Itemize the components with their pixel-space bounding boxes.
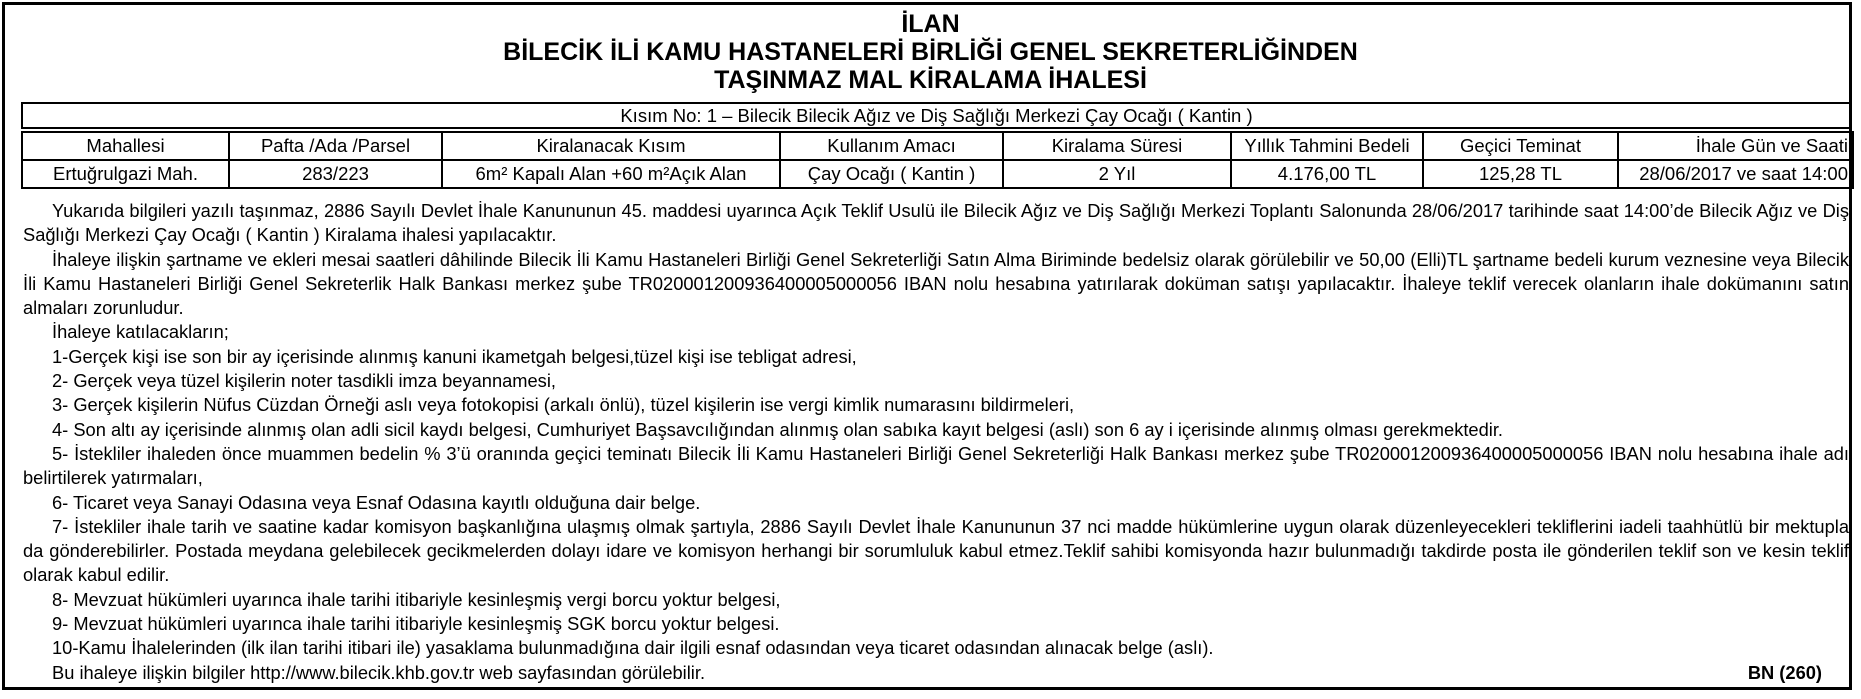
- website-line: [23, 661, 1849, 685]
- website-text: Bu ihaleye ilişkin bilgiler http://www.bilecik.khb.gov.tr web sayfasından görülebilir.: [52, 661, 706, 683]
- tender-title: TAŞINMAZ MAL KİRALAMA İHALESİ: [714, 66, 1147, 94]
- table-cell: 125,28 TL: [1423, 160, 1618, 188]
- tender-table: [21, 131, 1854, 189]
- paragraph: Yukarıda bilgileri yazılı taşınmaz, 2886 Sayılı Devlet İhale Kanununun 45. maddesi uyarınca Açık Teklif Usulü ile Bilecik Ağız ve Diş Sağlığı Merkezi Toplantı Salonunda 28/06/2017 tarihinde saat 14:00’de Bilecik Ağız ve Diş Sağlığı Merkezi Çay Ocağı ( Kantin ) Kiralama ihalesi yapılacaktır.: [23, 200, 1849, 246]
- table-header-cell: İhale Gün ve Saati: [1618, 132, 1853, 160]
- table-cell: Ertuğrulgazi Mah.: [22, 160, 229, 188]
- table-header-cell: Yıllık Tahmini Bedeli: [1231, 132, 1423, 160]
- table-header-cell: Mahallesi: [22, 132, 229, 160]
- list-item: 10-Kamu İhalelerinden (ilk ilan tarihi itibari ile) yasaklama bulunmadığına dair ilgili esnaf odasından veya ticaret odasından alınacak belge (aslı).: [52, 637, 1214, 659]
- list-item: 1-Gerçek kişi ise son bir ay içerisinde alınmış kanuni ikametgah belgesi,tüzel kişi ise tebligat adresi,: [52, 345, 857, 367]
- notice-body: [23, 199, 1849, 685]
- notice-code: BN (260): [1747, 661, 1822, 683]
- issuer-title: BİLECİK İLİ KAMU HASTANELERİ BİRLİĞİ GENEL SEKRETERLİĞİNDEN: [503, 38, 1358, 66]
- table-cell: 2 Yıl: [1003, 160, 1231, 188]
- list-item: 5- İstekliler ihaleden önce muammen bedelin % 3’ü oranında geçici teminatı Bilecik İli Kamu Hastaneleri Birliği Genel Sekreterliği Halk Bankası merkez şube TR020001200936400005000056 IBAN nolu hesabına ihale adı belirtilerek yatırmaları,: [23, 442, 1849, 489]
- table-header-cell: Kullanım Amacı: [780, 132, 1003, 160]
- table-cell: 283/223: [229, 160, 442, 188]
- list-item: 4- Son altı ay içerisinde alınmış olan adli sicil kaydı belgesi, Cumhuriyet Başsavcılığından alınmış olan sabıka kayıt belgesi (aslı) son 6 ay i içerisinde alınmış olması gerekmektedir.: [52, 418, 1503, 440]
- list-item: 6- Ticaret veya Sanayi Odasına veya Esnaf Odasına kayıtlı olduğuna dair belge.: [52, 491, 701, 513]
- notice-header: [0, 10, 1861, 94]
- paragraph: İhaleye ilişkin şartname ve ekleri mesai saatleri dâhilinde Bilecik İli Kamu Hastaneleri Birliği Genel Sekreterliği Satın Alma Biriminde bedelsiz olarak görülebilir ve 50,00 (Elli)TL şartname bedeli kurum veznesine veya Bilecik İli Kamu Hastaneleri Birliği Genel Sekreterlik Halk Bankası merkez şube TR020001200936400005000056 IBAN nolu hesabına yatırılarak doküman satışı yapılacaktır. İhaleye teklif verecek olanların ihale dokümanını satın almaları zorunludur.: [23, 248, 1849, 319]
- notice-title: İLAN: [901, 10, 960, 38]
- table-row: [22, 160, 1853, 188]
- table-header-cell: Kiralanacak Kısım: [442, 132, 780, 160]
- list-item: 2- Gerçek veya tüzel kişilerin noter tasdikli imza beyannamesi,: [52, 370, 556, 392]
- paragraph: İhaleye katılacakların;: [52, 321, 229, 343]
- table-header-cell: Pafta /Ada /Parsel: [229, 132, 442, 160]
- table-header-row: [22, 132, 1853, 160]
- table-cell: 28/06/2017 ve saat 14:00: [1618, 160, 1853, 188]
- table-cell: Çay Ocağı ( Kantin ): [780, 160, 1003, 188]
- list-item: 9- Mevzuat hükümleri uyarınca ihale tarihi itibariyle kesinleşmiş SGK borcu yoktur belgesi.: [52, 613, 780, 635]
- list-item: 3- Gerçek kişilerin Nüfus Cüzdan Örneği aslı veya fotokopisi (arkalı önlü), tüzel kişilerin ise vergi kimlik numarasını bildirmeleri,: [52, 394, 1075, 416]
- table-cell: 6m² Kapalı Alan +60 m²Açık Alan: [442, 160, 780, 188]
- section-number: Kısım No: 1 – Bilecik Bilecik Ağız ve Diş Sağlığı Merkezi Çay Ocağı ( Kantin ): [21, 102, 1852, 129]
- table-cell: 4.176,00 TL: [1231, 160, 1423, 188]
- list-item: 7- İstekliler ihale tarih ve saatine kadar komisyon başkanlığına ulaşmış olmak şartıyla, 2886 Sayılı Devlet İhale Kanununun 37 nci madde hükümlerine uygun olarak düzenleyecekleri tekliflerini iadeli taahhütlü bir mektupla da gönderebilirler. Postada meydana gelebilecek gecikmelerden dolayı idare ve komisyon herhangi bir sorumluluk kabul etmez.Teklif sahibi komisyonda hazır bulunmadığı takdirde posta ile gönderilen teklif son ve kesin teklif olarak kabul edilir.: [23, 515, 1849, 586]
- list-item: 8- Mevzuat hükümleri uyarınca ihale tarihi itibariyle kesinleşmiş vergi borcu yoktur belgesi,: [52, 588, 781, 610]
- table-header-cell: Kiralama Süresi: [1003, 132, 1231, 160]
- table-header-cell: Geçici Teminat: [1423, 132, 1618, 160]
